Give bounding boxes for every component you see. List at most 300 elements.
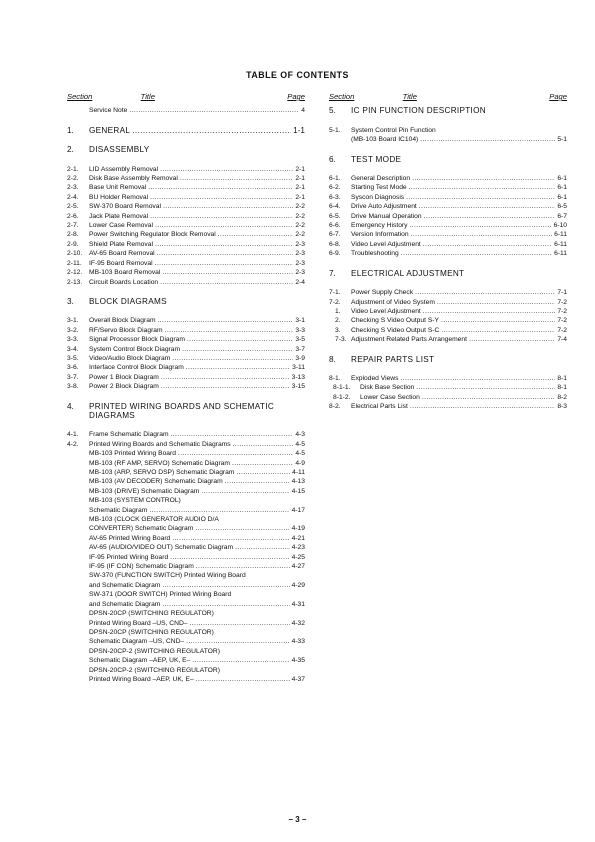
toc-entry: [67, 268, 305, 277]
page-ref: 2-3: [295, 269, 305, 277]
dot-leader: [150, 212, 293, 221]
entry-title: Power 1 Block Diagram: [89, 373, 159, 381]
dot-leader: [162, 268, 293, 277]
section-title: ELECTRICAL ADJUSTMENT: [351, 268, 465, 278]
toc-entry: [329, 240, 567, 249]
page-ref: 2-1: [295, 193, 305, 201]
toc-entry: [329, 374, 567, 383]
dot-leader: [232, 459, 293, 468]
page-ref: 7-1: [557, 289, 567, 297]
entry-title: RF/Servo Block Diagram: [89, 326, 163, 334]
page-ref: 4-37: [291, 675, 305, 683]
dot-leader: [161, 382, 290, 391]
entry-number: 3-8.: [67, 383, 79, 391]
entry-title: AV-65 Printed Wiring Board: [89, 534, 171, 542]
dot-leader: [155, 240, 293, 249]
page-ref: 3-13: [291, 373, 305, 381]
toc-entry: [329, 174, 567, 183]
toc-header: [67, 92, 305, 101]
dot-leader: [129, 106, 299, 115]
section-title: BLOCK DIAGRAMS: [89, 296, 167, 306]
entry-title: Signal Processor Block Diagram: [89, 336, 185, 344]
dot-leader: [196, 675, 290, 684]
entry-title: Adjustment of Video System: [351, 298, 435, 306]
page-ref: 4-23: [291, 544, 305, 552]
page-ref: 6-11: [554, 240, 567, 248]
entry-title: DPSN-20CP (SWITCHING REGULATOR): [89, 610, 214, 618]
page-ref: 4-32: [291, 619, 305, 627]
toc-entry: [67, 430, 305, 439]
page-ref: 4-19: [291, 525, 305, 533]
toc-section-heading: [329, 155, 567, 164]
section-number: 7.: [329, 268, 336, 278]
entry-title: MB-103 Printed Wiring Board: [89, 450, 176, 458]
entry-number: 2-6.: [67, 212, 79, 220]
entry-number: 6-4.: [329, 203, 341, 211]
page-ref: 6-1: [557, 184, 567, 192]
page-ref: 4-9: [295, 459, 305, 467]
section-number: 3.: [67, 296, 74, 306]
entry-title: IF-95 Board Removal: [89, 259, 153, 267]
page-ref: 2-2: [295, 231, 305, 239]
page-ref: 7-2: [557, 317, 567, 325]
section-title: GENERAL: [89, 125, 131, 135]
toc-entry: [329, 221, 567, 230]
dot-leader: [192, 656, 289, 665]
toc-entry: [67, 628, 305, 637]
page-ref: 1-1: [293, 125, 305, 135]
entry-title: Printed Wiring Board –AEP, UK, E–: [89, 675, 194, 683]
dot-leader: [233, 440, 294, 449]
dot-leader: [201, 487, 289, 496]
page-ref: 2-2: [295, 222, 305, 230]
entry-number: 6-9.: [329, 250, 341, 258]
section-title: TEST MODE: [351, 154, 402, 164]
toc-entry: [67, 666, 305, 675]
dot-leader: [195, 524, 289, 533]
entry-title: AV-65 Board Removal: [89, 250, 155, 258]
entry-number: 1.: [335, 307, 341, 315]
section-title: PRINTED WIRING BOARDS AND SCHEMATIC: [89, 401, 275, 411]
toc-entry: [67, 106, 305, 115]
entry-number: 3.: [335, 326, 341, 334]
page-ref: 4-5: [295, 450, 305, 458]
toc-entry: [67, 316, 305, 325]
dot-leader: [412, 174, 555, 183]
dot-leader: [155, 259, 294, 268]
entry-title: and Schematic Diagram: [89, 600, 161, 608]
section-number: 2.: [67, 145, 74, 155]
entry-title: Service Note: [89, 107, 128, 115]
dot-leader: [406, 193, 555, 202]
page-ref: 2-3: [295, 250, 305, 258]
section-title-cont: DIAGRAMS: [89, 410, 136, 420]
entry-number: 2-4.: [67, 193, 79, 201]
dot-leader: [235, 543, 290, 552]
entry-number: 3-2.: [67, 326, 79, 334]
dot-leader: [424, 212, 556, 221]
dot-leader: [218, 230, 294, 239]
entry-number: 3-7.: [67, 373, 79, 381]
dot-leader: [416, 383, 555, 392]
toc-entry: [329, 288, 567, 297]
entry-title: BU Holder Removal: [89, 193, 149, 201]
toc-entry: [67, 506, 305, 515]
entry-number: 3-3.: [67, 336, 79, 344]
page-ref: 3-3: [295, 326, 305, 334]
dot-leader: [160, 278, 293, 287]
dot-leader: [423, 240, 552, 249]
page-ref: 4-25: [291, 553, 305, 561]
toc-header-right: [329, 92, 567, 101]
toc-entry: [67, 373, 305, 382]
toc-entry: [67, 382, 305, 391]
entry-number: 3-5.: [67, 354, 79, 362]
dot-leader: [420, 135, 555, 144]
toc-entry: [329, 393, 567, 402]
page-ref: 4-13: [291, 478, 305, 486]
dot-leader: [225, 477, 290, 486]
dot-leader: [162, 581, 289, 590]
entry-number: 7-3.: [335, 336, 347, 344]
toc-entry: [329, 298, 567, 307]
entry-title: Checking S Video Output S-Y: [351, 317, 439, 325]
entry-title: Printed Wiring Board –US, CND–: [89, 619, 188, 627]
entry-title: DPSN-20CP-2 (SWITCHING REGULATOR): [89, 647, 220, 655]
toc-entry: [67, 477, 305, 486]
header-title: Title: [402, 92, 417, 101]
entry-title: MB-103 (AV DECODER) Schematic Diagram: [89, 478, 223, 486]
entry-title: LID Assembly Removal: [89, 165, 159, 173]
dot-leader: [187, 335, 293, 344]
entry-title: Shield Plate Removal: [89, 240, 153, 248]
page-ref: 4-27: [291, 563, 305, 571]
page-ref: 6-11: [554, 231, 567, 239]
entry-number: 6-8.: [329, 240, 341, 248]
entry-title: Disk Base Section: [360, 384, 415, 392]
page-ref: 4-21: [291, 534, 305, 542]
dot-leader: [441, 316, 555, 325]
entry-title: System Control Block Diagram: [89, 345, 181, 353]
toc-entry: [67, 590, 305, 599]
entry-number: 5-1.: [329, 126, 341, 134]
toc-entry: [67, 647, 305, 656]
toc-section-heading: [67, 297, 305, 306]
entry-number: 8-1-1.: [333, 384, 351, 392]
page-ref: 8-2: [557, 393, 567, 401]
page-title: TABLE OF CONTENTS: [246, 70, 349, 80]
page-ref: 4: [301, 107, 305, 115]
toc-entry: [67, 221, 305, 230]
entry-title: Overall Block Diagram: [89, 317, 156, 325]
dot-leader: [172, 354, 293, 363]
toc-entry: [67, 609, 305, 618]
toc-entry: [67, 449, 305, 458]
page-ref: 2-2: [295, 203, 305, 211]
dot-leader: [165, 326, 294, 335]
toc-entry: [67, 562, 305, 571]
entry-title: Circuit Boards Location: [89, 278, 159, 286]
toc-entry: [67, 656, 305, 665]
dot-leader: [423, 307, 556, 316]
entry-number: 2-11.: [67, 259, 82, 267]
entry-number: 8-2.: [329, 403, 341, 411]
section-number: 4.: [67, 401, 74, 411]
toc-entry: [67, 183, 305, 192]
page-ref: 4-15: [291, 487, 305, 495]
entry-title: Base Unit Removal: [89, 184, 147, 192]
entry-title: SW-370 Board Removal: [89, 203, 161, 211]
page-ref: 6-1: [557, 175, 567, 183]
dot-leader: [196, 562, 290, 571]
dot-leader: [415, 288, 555, 297]
page-ref: 6-11: [554, 250, 567, 258]
page-ref: 6-5: [557, 203, 567, 211]
dot-leader: [410, 402, 555, 411]
entry-number: 2-7.: [67, 222, 79, 230]
entry-title: Electrical Parts List: [351, 403, 408, 411]
entry-title: Frame Schematic Diagram: [89, 431, 169, 439]
toc-section-heading: [67, 126, 305, 135]
entry-title: General Description: [351, 175, 411, 183]
entry-title: CONVERTER) Schematic Diagram: [89, 525, 194, 533]
entry-title: (MB-103 Board IC104): [351, 136, 419, 144]
toc-entry: [67, 524, 305, 533]
entry-title: Video/Audio Block Diagram: [89, 354, 171, 362]
dot-leader: [186, 363, 290, 372]
entry-number: 7-2.: [329, 298, 341, 306]
section-number: 8.: [329, 354, 336, 364]
entry-number: 6-2.: [329, 184, 341, 192]
entry-number: 6-1.: [329, 175, 341, 183]
entry-title: IF-95 (IF CON) Schematic Diagram: [89, 563, 194, 571]
entry-title: Syscon Diagnosis: [351, 193, 405, 201]
page-ref: 3-7: [295, 345, 305, 353]
toc-entry: [329, 402, 567, 411]
toc-entry: [67, 459, 305, 468]
entry-number: 6-6.: [329, 222, 341, 230]
entry-number: 2-12.: [67, 269, 83, 277]
toc-section-heading: [329, 106, 567, 115]
toc-section-heading: [67, 402, 305, 411]
entry-number: 2-3.: [67, 184, 79, 192]
dot-leader: [132, 126, 291, 135]
page-ref: 8-3: [557, 403, 567, 411]
toc-entry: [329, 383, 567, 392]
toc-entry: [67, 637, 305, 646]
toc-entry: [67, 363, 305, 372]
dot-leader: [401, 249, 552, 258]
page-ref: 2-4: [295, 278, 305, 286]
toc-entry: [67, 212, 305, 221]
page-ref: 6-10: [553, 222, 567, 230]
page-ref: 3-9: [295, 354, 305, 362]
toc-entry: [67, 543, 305, 552]
section-number: 6.: [329, 154, 336, 164]
entry-title: Video Level Adjustment: [351, 240, 421, 248]
entry-title: Drive Auto Adjustment: [351, 203, 417, 211]
toc-section-heading: [329, 269, 567, 278]
toc-entry: [67, 534, 305, 543]
toc-entry: [67, 259, 305, 268]
entry-title: MB-103 (CLOCK GENERATOR AUDIO D/A: [89, 516, 219, 524]
entry-number: 2-9.: [67, 240, 79, 248]
entry-number: 2-10.: [67, 250, 83, 258]
page-ref: 3-11: [292, 364, 305, 372]
toc-entry: [67, 440, 305, 449]
entry-title: Troubleshooting: [351, 250, 399, 258]
entry-title: SW-370 (FUNCTION SWITCH) Printed Wiring Board: [89, 572, 246, 580]
toc-entry: [67, 345, 305, 354]
section-title: IC PIN FUNCTION DESCRIPTION: [351, 106, 487, 116]
entry-title: Schematic Diagram –AEP, UK, E–: [89, 657, 191, 665]
entry-number: 8-1-2.: [333, 393, 351, 401]
page-ref: 2-1: [295, 165, 305, 173]
entry-number: 8-1.: [329, 374, 341, 382]
toc-entry: [67, 326, 305, 335]
toc-entry: [329, 326, 567, 335]
toc-entry: [329, 316, 567, 325]
toc-entry: [329, 126, 567, 135]
entry-title: MB-103 (SYSTEM CONTROL): [89, 497, 181, 505]
page-ref: 4-17: [291, 506, 305, 514]
toc-entry: [67, 496, 305, 505]
dot-leader: [150, 193, 293, 202]
toc-left-column: [67, 92, 305, 684]
toc-entry: [67, 515, 305, 524]
toc-entry: [67, 202, 305, 211]
entry-number: 7-1.: [329, 289, 341, 297]
entry-number: 4-2.: [67, 440, 79, 448]
page-ref: 2-2: [295, 212, 305, 220]
toc-entry: [67, 193, 305, 202]
toc-entry: [67, 174, 305, 183]
page-ref: 6-1: [557, 193, 567, 201]
toc-section-heading-cont: [67, 411, 305, 420]
toc-entry: [67, 165, 305, 174]
toc-entry: [67, 581, 305, 590]
page-number: – 3 –: [288, 815, 307, 824]
entry-title: System Control Pin Function: [351, 126, 436, 134]
dot-leader: [163, 202, 293, 211]
dot-leader: [410, 221, 552, 230]
toc-entry: [67, 230, 305, 239]
dot-leader: [162, 600, 289, 609]
toc-entry: [329, 135, 567, 144]
page-ref: 4-29: [291, 581, 305, 589]
dot-leader: [186, 637, 289, 646]
entry-title: Printed Wiring Boards and Schematic Diagrams: [89, 440, 231, 448]
toc-section-heading: [67, 145, 305, 154]
dot-leader: [400, 374, 555, 383]
page-ref: 2-1: [295, 175, 305, 183]
entry-title: Disk Base Assembly Removal: [89, 175, 178, 183]
entry-title: Exploded Views: [351, 374, 399, 382]
header-section: Section: [329, 92, 355, 101]
toc-entry: [67, 240, 305, 249]
section-title: DISASSEMBLY: [89, 145, 150, 155]
entry-number: 4-1.: [67, 431, 79, 439]
entry-title: DPSN-20CP-2 (SWITCHING REGULATOR): [89, 666, 220, 674]
dot-leader: [441, 326, 555, 335]
toc-entry: [67, 675, 305, 684]
entry-title: SW-371 (DOOR SWITCH) Printed Wiring Board: [89, 591, 232, 599]
entry-number: 2-13.: [67, 278, 83, 286]
toc-entry: [67, 249, 305, 258]
entry-title: MB-103 (RF AMP, SERVO) Schematic Diagram: [89, 459, 230, 467]
dot-leader: [411, 230, 552, 239]
entry-title: Interface Control Block Diagram: [89, 364, 184, 372]
entry-number: 3-4.: [67, 345, 79, 353]
dot-leader: [419, 202, 556, 211]
dot-leader: [171, 430, 294, 439]
dot-leader: [190, 619, 290, 628]
toc-entry: [67, 619, 305, 628]
toc-entry: [67, 335, 305, 344]
page-ref: 4-35: [291, 657, 305, 665]
section-title: REPAIR PARTS LIST: [351, 354, 435, 364]
toc-entry: [329, 193, 567, 202]
header-page: Page: [287, 92, 305, 101]
toc-entry: [329, 307, 567, 316]
page-ref: 4-3: [295, 431, 305, 439]
entry-number: 2-8.: [67, 231, 79, 239]
entry-number: 2-2.: [67, 175, 79, 183]
entry-title: Adjustment Related Parts Arrangement: [351, 336, 467, 344]
entry-title: Drive Manual Operation: [351, 212, 422, 220]
page-ref: 2-1: [295, 184, 305, 192]
entry-title: MB-103 (DRIVE) Schematic Diagram: [89, 487, 200, 495]
entry-title: Checking S Video Output S-C: [351, 326, 440, 334]
entry-title: MB-103 (ARP, SERVO DSP) Schematic Diagram: [89, 469, 235, 476]
entry-title: Schematic Diagram: [89, 506, 148, 514]
dot-leader: [469, 335, 555, 344]
dot-leader: [422, 393, 555, 402]
entry-title: IF-95 Printed Wiring Board: [89, 553, 169, 561]
page-ref: 3-15: [291, 383, 305, 391]
dot-leader: [180, 174, 294, 183]
toc-entry: [67, 553, 305, 562]
dot-leader: [149, 506, 289, 515]
header-section: Section: [67, 92, 93, 101]
page-ref: 2-3: [295, 240, 305, 248]
entry-title: Power 2 Block Diagram: [89, 383, 159, 391]
toc-entry: [329, 202, 567, 211]
page-ref: 7-2: [557, 326, 567, 334]
page-ref: 4-31: [291, 600, 305, 608]
entry-title: Jack Plate Removal: [89, 212, 149, 220]
dot-leader: [437, 298, 555, 307]
dot-leader: [158, 316, 294, 325]
page-ref: 4-11: [292, 469, 305, 476]
section-number: 5.: [329, 106, 336, 116]
entry-title: Video Level Adjustment: [351, 307, 421, 315]
entry-number: 3-6.: [67, 364, 79, 372]
dot-leader: [182, 345, 293, 354]
toc-right-column: [329, 92, 567, 412]
entry-title: Starting Test Mode: [351, 184, 407, 192]
toc-entry: [329, 335, 567, 344]
dot-leader: [161, 373, 290, 382]
entry-title: and Schematic Diagram: [89, 581, 161, 589]
toc-entry: [67, 487, 305, 496]
toc-entry: [67, 468, 305, 477]
page-ref: 5-1: [557, 136, 567, 144]
page-ref: 3-1: [295, 317, 305, 325]
toc-entry: [67, 354, 305, 363]
entry-title: Schematic Diagram –US, CND–: [89, 638, 185, 646]
toc-entry: [329, 249, 567, 258]
